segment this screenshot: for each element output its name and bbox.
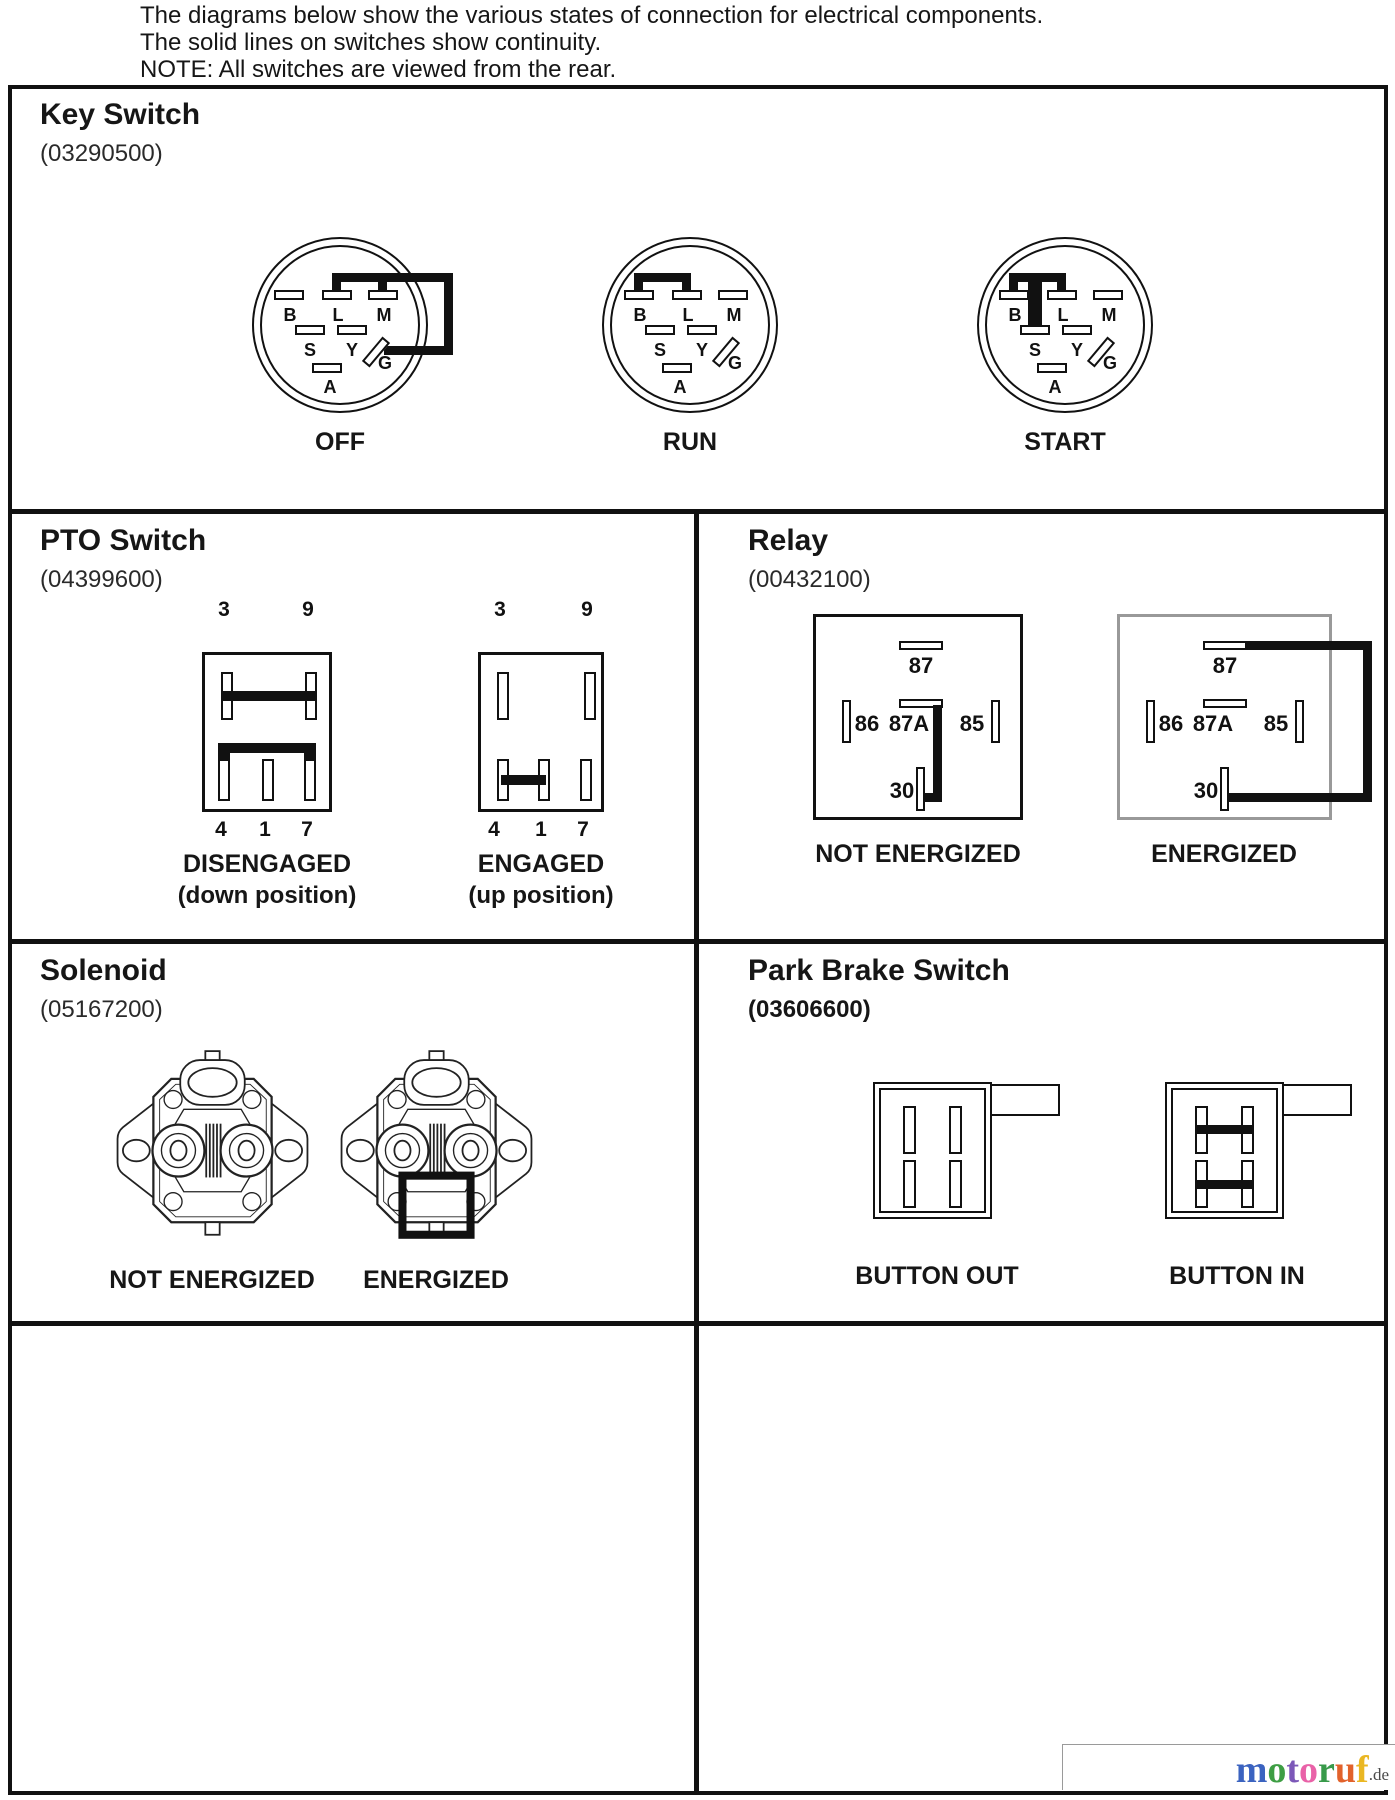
continuity-line — [218, 743, 316, 753]
state-label-solenoid-energized: ENERGIZED — [363, 1266, 509, 1294]
relay-diagram-energized — [1117, 614, 1332, 820]
terminal-label: Y — [345, 340, 358, 360]
continuity-line — [1246, 641, 1372, 650]
pin-label-87: 87 — [1212, 653, 1238, 678]
connector-tab — [1278, 1084, 1352, 1116]
pin-number: 4 — [488, 818, 500, 841]
pin-9 — [584, 672, 596, 720]
state-label-relay-not-energized: NOT ENERGIZED — [815, 840, 1021, 868]
connector-pin — [903, 1106, 916, 1154]
terminal-label: M — [726, 305, 742, 325]
key-switch-diagram-run — [580, 215, 800, 435]
state-sublabel-up: (up position) — [468, 882, 614, 909]
terminal-label: M — [376, 305, 392, 325]
pin-number: 7 — [577, 818, 589, 841]
terminal-pin-l — [1047, 290, 1077, 300]
state-label-button-out: BUTTON OUT — [855, 1262, 1019, 1290]
continuity-line — [1229, 793, 1372, 802]
pto-switch-title: PTO Switch — [40, 524, 207, 557]
terminal-pin-y — [687, 325, 717, 335]
terminal-pin-a — [1037, 363, 1067, 373]
watermark-letter: o — [1299, 1749, 1319, 1791]
pin-label-86: 86 — [1158, 711, 1184, 736]
pin-87 — [1203, 641, 1247, 650]
terminal-label: S — [653, 340, 666, 360]
terminal-pin-s — [645, 325, 675, 335]
page-header — [140, 2, 1043, 83]
terminal-pin-m — [718, 290, 748, 300]
pin-4 — [218, 759, 230, 801]
pto-diagram-disengaged — [202, 652, 332, 812]
pin-1 — [262, 759, 274, 801]
terminal-pin-b — [999, 290, 1029, 300]
terminal-pin-y — [1062, 325, 1092, 335]
pin-number: 7 — [301, 818, 313, 841]
solenoid-title: Solenoid — [40, 954, 167, 987]
terminal-pin-m — [1093, 290, 1123, 300]
key-switch-diagram-start — [955, 215, 1175, 435]
terminal-label: A — [323, 377, 337, 397]
connector-inner-wall — [879, 1088, 986, 1213]
continuity-line — [1028, 273, 1042, 327]
watermark-letter: t — [1286, 1749, 1300, 1791]
pin-label-30: 30 — [889, 778, 915, 803]
pin-label-86: 86 — [854, 711, 880, 736]
pin-85 — [991, 700, 1000, 743]
connector-body — [873, 1082, 992, 1219]
terminal-label: A — [1048, 377, 1062, 397]
terminal-label: G — [1102, 353, 1117, 373]
solenoid-diagram-not-energized — [105, 1050, 320, 1252]
pin-label-85: 85 — [959, 711, 985, 736]
pto-switch-part-number: (04399600) — [40, 566, 163, 593]
header-line-1: The diagrams below show the various states of connection for electrical components. — [140, 2, 1044, 29]
continuity-line — [444, 273, 453, 355]
pin-number: 1 — [259, 818, 271, 841]
terminal-pin-s — [295, 325, 325, 335]
continuity-line — [304, 743, 316, 761]
watermark-letter: f — [1356, 1749, 1369, 1791]
connector-inner-wall — [1171, 1088, 1278, 1213]
pin-number: 9 — [302, 598, 314, 621]
terminal-label: Y — [695, 340, 708, 360]
pto-diagram-engaged — [478, 652, 604, 812]
pin-number: 3 — [494, 598, 506, 621]
terminal-pin-b — [624, 290, 654, 300]
terminal-pin-a — [312, 363, 342, 373]
pin-7 — [580, 759, 592, 801]
terminal-pin-m — [368, 290, 398, 300]
pin-number: 4 — [215, 818, 227, 841]
terminal-label: G — [727, 353, 742, 373]
solenoid-diagram-energized — [329, 1050, 544, 1252]
continuity-line — [218, 743, 230, 761]
watermark-letter: r — [1318, 1749, 1335, 1791]
continuity-line — [332, 273, 453, 282]
terminal-pin-b — [274, 290, 304, 300]
terminal-label: S — [303, 340, 316, 360]
state-label-run: RUN — [662, 428, 718, 456]
state-label-engaged: ENGAGED — [477, 850, 605, 878]
terminal-label: L — [332, 305, 344, 325]
connector-tab — [986, 1084, 1060, 1116]
continuity-line — [1195, 1180, 1254, 1189]
continuity-line — [1195, 1125, 1254, 1134]
terminal-label: S — [1028, 340, 1041, 360]
column-divider — [694, 509, 699, 1795]
continuity-line — [933, 705, 942, 802]
continuity-line — [1363, 641, 1372, 802]
pin-label-85: 85 — [1263, 711, 1289, 736]
state-label-start: START — [1024, 428, 1106, 456]
pin-7 — [304, 759, 316, 801]
state-label-disengaged: DISENGAGED — [182, 850, 352, 878]
terminal-pin-y — [337, 325, 367, 335]
header-line-2: The solid lines on switches show continuity. — [140, 29, 602, 56]
watermark-suffix: .de — [1368, 1765, 1389, 1784]
state-label-relay-energized: ENERGIZED — [1151, 840, 1297, 868]
pin-3 — [497, 672, 509, 720]
state-label-solenoid-not-energized: NOT ENERGIZED — [109, 1266, 315, 1294]
watermark-letter: u — [1334, 1749, 1357, 1791]
terminal-label: L — [682, 305, 694, 325]
key-switch-diagram-off — [230, 215, 450, 435]
pin-number: 3 — [218, 598, 230, 621]
terminal-label: G — [377, 353, 392, 373]
continuity-line — [221, 691, 317, 701]
terminal-pin-a — [662, 363, 692, 373]
relay-title: Relay — [748, 524, 829, 557]
pin-label-87a: 87A — [1192, 711, 1234, 736]
relay-diagram-not-energized — [813, 614, 1023, 820]
park-brake-diagram-button-out — [873, 1082, 1073, 1222]
terminal-label: M — [1101, 305, 1117, 325]
header-line-3: NOTE: All switches are viewed from the rear. — [140, 56, 617, 83]
terminal-label: Y — [1070, 340, 1083, 360]
motoruf-watermark — [1062, 1744, 1395, 1790]
park-brake-title: Park Brake Switch — [748, 954, 1010, 987]
solenoid-part-number: (05167200) — [40, 996, 163, 1023]
pin-label-87: 87 — [908, 653, 934, 678]
pin-85 — [1295, 700, 1304, 743]
pin-label-87a: 87A — [888, 711, 930, 736]
connector-pin — [949, 1106, 962, 1154]
state-label-button-in: BUTTON IN — [1169, 1262, 1305, 1290]
terminal-label: B — [633, 305, 647, 325]
pin-87 — [899, 641, 943, 650]
terminal-label: B — [1008, 305, 1022, 325]
terminal-pin-s — [1020, 325, 1050, 335]
pin-number: 1 — [535, 818, 547, 841]
state-sublabel-down: (down position) — [177, 882, 357, 909]
connector-pin — [949, 1160, 962, 1208]
watermark-letter: m — [1235, 1749, 1268, 1791]
terminal-label: B — [283, 305, 297, 325]
pin-87a — [1203, 699, 1247, 708]
terminal-pin-l — [322, 290, 352, 300]
continuity-line — [501, 775, 546, 785]
park-brake-part-number: (03606600) — [748, 996, 871, 1023]
connector-body — [1165, 1082, 1284, 1219]
terminal-label: L — [1057, 305, 1069, 325]
relay-part-number: (00432100) — [748, 566, 871, 593]
connector-pin — [903, 1160, 916, 1208]
pin-label-30: 30 — [1193, 778, 1219, 803]
key-switch-part-number: (03290500) — [40, 140, 163, 167]
pin-number: 9 — [581, 598, 593, 621]
watermark-letter: o — [1267, 1749, 1287, 1791]
park-brake-diagram-button-in — [1165, 1082, 1365, 1222]
key-switch-title: Key Switch — [40, 98, 201, 131]
terminal-label: A — [673, 377, 687, 397]
terminal-pin-l — [672, 290, 702, 300]
state-label-off: OFF — [315, 428, 365, 456]
